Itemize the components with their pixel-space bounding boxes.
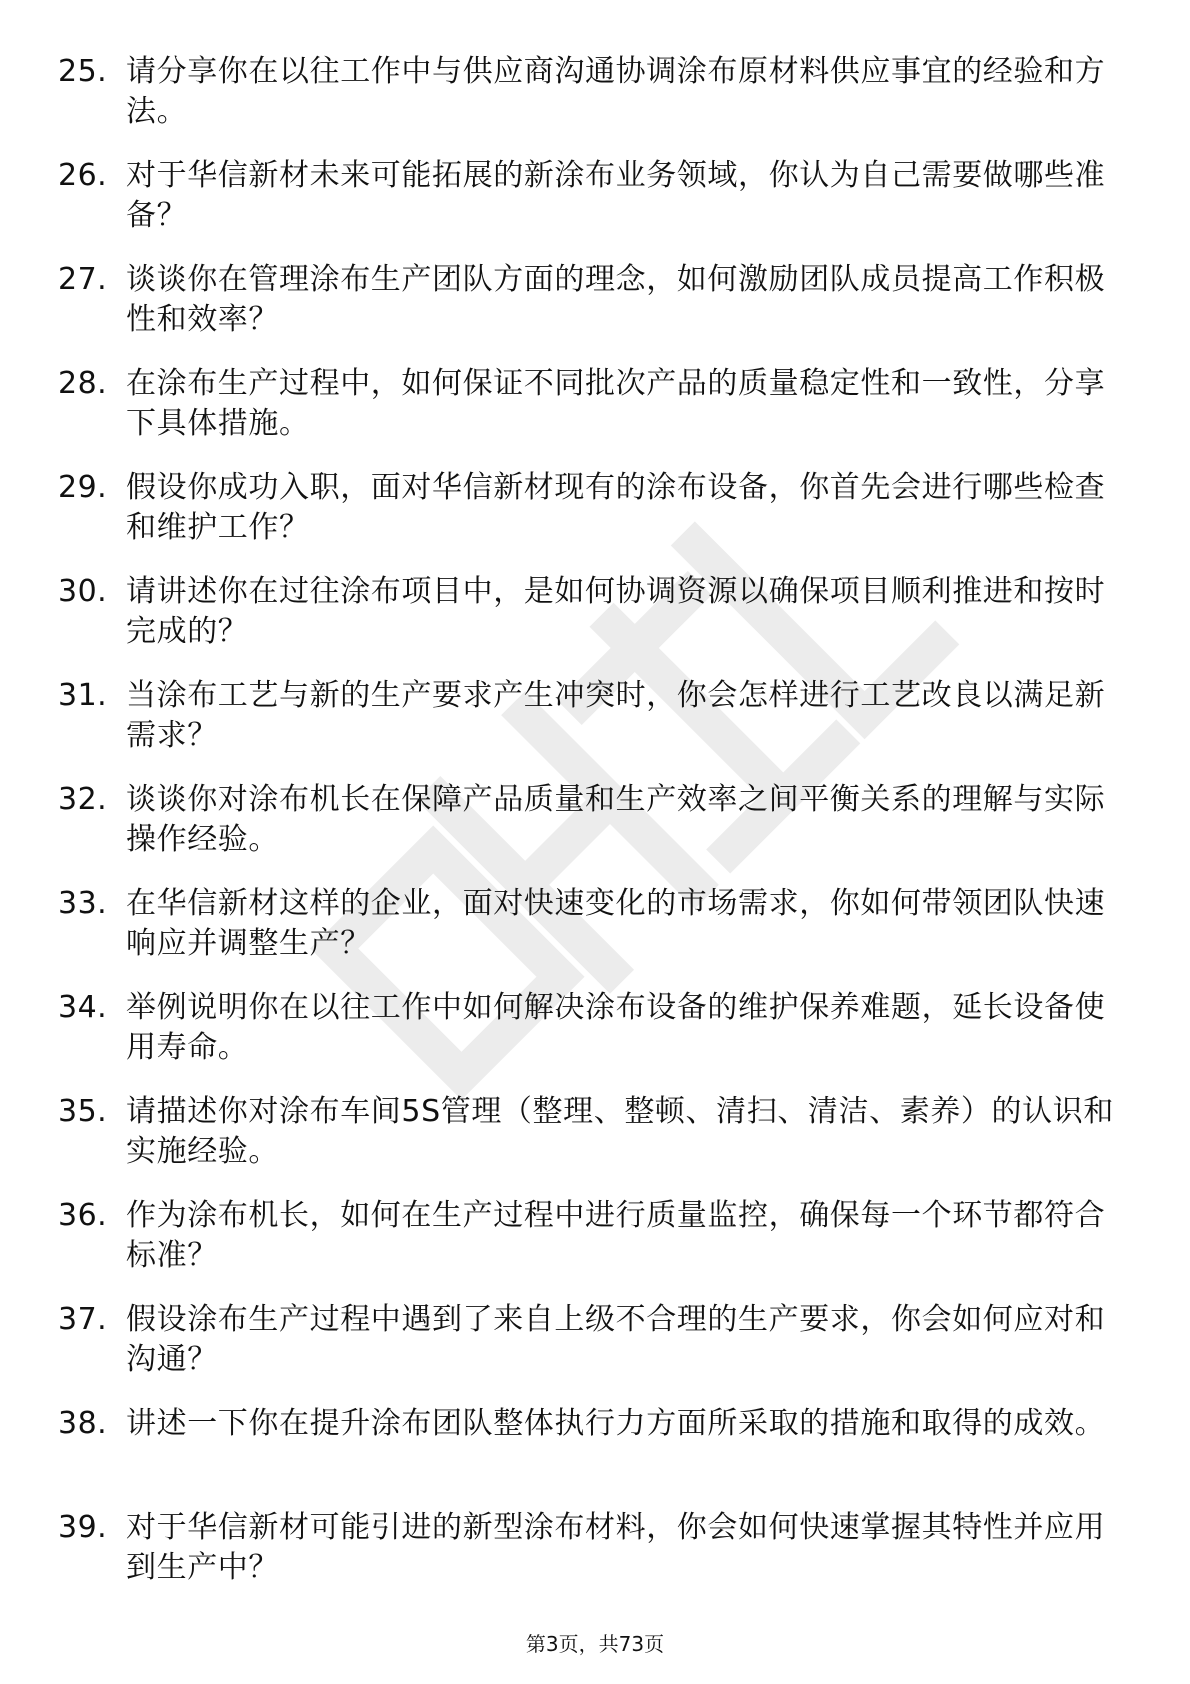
question-item xyxy=(58,1092,1118,1196)
question-text: 讲述一下你在提升涂布团队整体执行力方面所采取的措施和取得的成效。 xyxy=(126,1406,1106,1441)
question-text: 请分享你在以往工作中与供应商沟通协调涂布原材料供应事宜的经验和方法。 xyxy=(126,54,1106,129)
question-item xyxy=(58,468,1118,572)
question-text: 请描述你对涂布车间5S管理（整理、整顿、清扫、清洁、素养）的认识和实施经验。 xyxy=(126,1094,1114,1169)
question-text: 请讲述你在过往涂布项目中，是如何协调资源以确保项目顺利推进和按时完成的？ xyxy=(126,574,1106,649)
question-item xyxy=(58,676,1118,780)
question-item xyxy=(58,988,1118,1092)
question-number: 35. xyxy=(58,1094,108,1129)
question-number: 28. xyxy=(58,366,108,401)
question-item xyxy=(58,884,1118,988)
question-number: 30. xyxy=(58,574,108,609)
question-text: 假设涂布生产过程中遇到了来自上级不合理的生产要求，你会如何应对和沟通？ xyxy=(126,1302,1106,1377)
question-number: 29. xyxy=(58,470,108,505)
question-number: 27. xyxy=(58,262,108,297)
question-item xyxy=(58,260,1118,364)
question-number: 32. xyxy=(58,782,108,817)
question-item xyxy=(58,1508,1118,1612)
question-text: 谈谈你对涂布机长在保障产品质量和生产效率之间平衡关系的理解与实际操作经验。 xyxy=(126,782,1106,857)
question-item xyxy=(58,52,1118,156)
question-item xyxy=(58,364,1118,468)
question-text: 假设你成功入职，面对华信新材现有的涂布设备，你首先会进行哪些检查和维护工作？ xyxy=(126,470,1106,545)
question-item xyxy=(58,1300,1118,1404)
question-number: 37. xyxy=(58,1302,108,1337)
question-number: 31. xyxy=(58,678,108,713)
question-text: 对于华信新材可能引进的新型涂布材料，你会如何快速掌握其特性并应用到生产中？ xyxy=(126,1510,1106,1585)
question-item xyxy=(58,1404,1118,1508)
question-number: 39. xyxy=(58,1510,108,1545)
question-number: 33. xyxy=(58,886,108,921)
question-text: 举例说明你在以往工作中如何解决涂布设备的维护保养难题，延长设备使用寿命。 xyxy=(126,990,1106,1065)
question-text: 在涂布生产过程中，如何保证不同批次产品的质量稳定性和一致性，分享下具体措施。 xyxy=(126,366,1106,441)
question-item xyxy=(58,1196,1118,1300)
question-number: 38. xyxy=(58,1406,108,1441)
question-text: 谈谈你在管理涂布生产团队方面的理念，如何激励团队成员提高工作积极性和效率？ xyxy=(126,262,1106,337)
question-item xyxy=(58,156,1118,260)
question-text: 作为涂布机长，如何在生产过程中进行质量监控，确保每一个环节都符合标准？ xyxy=(126,1198,1106,1273)
question-text: 在华信新材这样的企业，面对快速变化的市场需求，你如何带领团队快速响应并调整生产？ xyxy=(126,886,1106,961)
question-item xyxy=(58,572,1118,676)
question-item xyxy=(58,780,1118,884)
question-number: 26. xyxy=(58,158,108,193)
question-text: 对于华信新材未来可能拓展的新涂布业务领域，你认为自己需要做哪些准备？ xyxy=(126,158,1106,233)
question-number: 36. xyxy=(58,1198,108,1233)
question-number: 34. xyxy=(58,990,108,1025)
page-footer: 第3页，共73页 xyxy=(525,1632,665,1656)
question-number: 25. xyxy=(58,54,108,89)
question-text: 当涂布工艺与新的生产要求产生冲突时，你会怎样进行工艺改良以满足新需求？ xyxy=(126,678,1106,753)
question-list xyxy=(58,52,1118,1612)
